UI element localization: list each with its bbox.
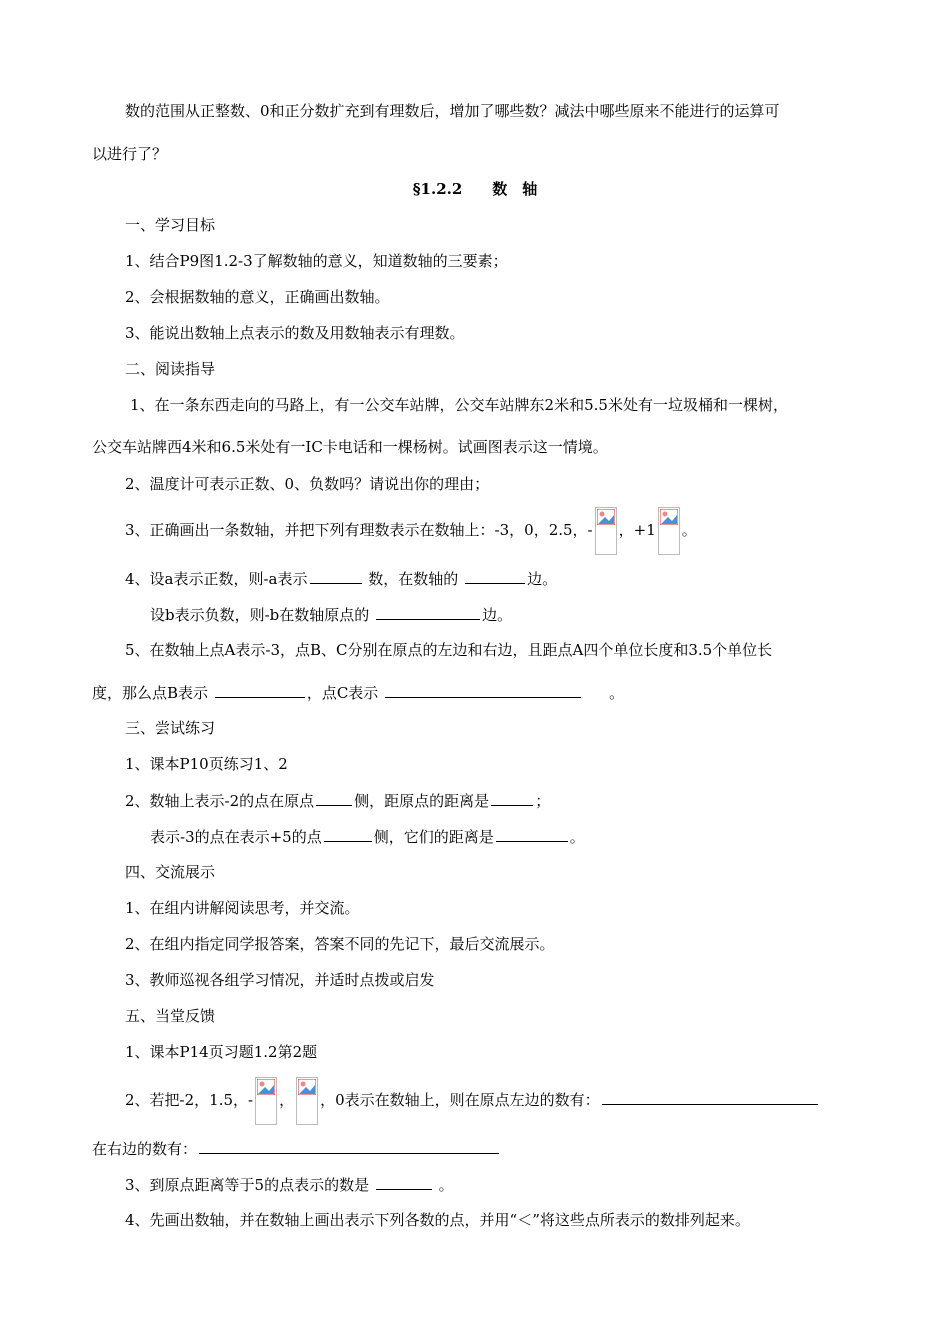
practice-q2 [125, 790, 550, 811]
reading-q5-text: ，点C表示 [306, 684, 379, 702]
section-name: 数 轴 [492, 180, 538, 198]
feedback-q2-text: ，0表示在数轴上，则在原点左边的数有： [320, 1091, 600, 1109]
broken-image-icon [255, 1077, 277, 1125]
intro-line-1: 数的范围从正整数、0和正分数扩充到有理数后，增加了哪些数？减法中哪些原来不能进行的运算可 [125, 102, 780, 120]
practice-q2-text: 侧，距原点的距离是 [354, 792, 490, 810]
feedback-q2-text: 2、若把-2，1.5，- [125, 1091, 254, 1109]
practice-q2-text: 2、数轴上表示-2的点在原点 [125, 792, 315, 810]
goal-item: 1、结合P9图1.2-3了解数轴的意义，知道数轴的三要素； [125, 252, 508, 270]
heading-feedback: 五、当堂反馈 [125, 1007, 216, 1025]
broken-image-icon [595, 507, 617, 555]
reading-q4-text: 设b表示负数，则-b在数轴原点的 [150, 606, 370, 624]
reading-q4 [125, 568, 557, 589]
exchange-item: 1、在组内讲解阅读思考，并交流。 [125, 899, 360, 917]
intro-line-2: 以进行了？ [92, 145, 168, 163]
feedback-q3-text: 3、到原点距离等于5的点表示的数是 [125, 1176, 370, 1194]
section-number: §1.2.2 [412, 180, 463, 198]
reading-q4-text: 4、设a表示正数，则-a表示 [125, 570, 308, 588]
reading-q5-line-2 [92, 682, 624, 703]
answer-blank[interactable] [491, 790, 533, 806]
practice-q2-text: ； [535, 792, 551, 810]
reading-q5-text: 。 [609, 684, 625, 702]
reading-q5-line-1: 5、在数轴上点A表示-3，点B、C分别在原点的左边和右边，且距点A四个单位长度和3.5个单位长 [125, 641, 773, 659]
answer-blank[interactable] [215, 682, 305, 698]
reading-q3-text: 3、正确画出一条数轴，并把下列有理数表示在数轴上：-3，0，2.5，- [125, 521, 593, 539]
answer-blank[interactable] [376, 1174, 432, 1190]
reading-q3-text: 。 [681, 521, 697, 539]
feedback-q2-text: 在右边的数有： [92, 1140, 198, 1158]
heading-exchange: 四、交流展示 [125, 863, 216, 881]
heading-practice: 三、尝试练习 [125, 719, 216, 737]
practice-q1: 1、课本P10页练习1、2 [125, 755, 288, 773]
feedback-q1: 1、课本P14页习题1.2第2题 [125, 1043, 318, 1061]
feedback-q4: 4、先画出数轴，并在数轴上画出表示下列各数的点，并用“＜”将这些点所表示的数排列起来。 [125, 1211, 750, 1229]
answer-blank[interactable] [602, 1089, 818, 1105]
reading-q4-b [150, 604, 512, 625]
broken-image-icon [296, 1077, 318, 1125]
answer-blank[interactable] [324, 826, 372, 842]
broken-image-icon [658, 507, 680, 555]
reading-q3-text: ，+1 [618, 521, 656, 539]
reading-q4-text: 边。 [482, 606, 513, 624]
answer-blank[interactable] [496, 826, 568, 842]
answer-blank[interactable] [199, 1138, 499, 1154]
exchange-item: 2、在组内指定同学报答案，答案不同的先记下，最后交流展示。 [125, 935, 555, 953]
answer-blank[interactable] [376, 604, 480, 620]
practice-q2-text: 。 [569, 828, 585, 846]
feedback-q2-b [92, 1138, 501, 1159]
reading-q5-text: 度，那么点B表示 [92, 684, 209, 702]
answer-blank[interactable] [316, 790, 352, 806]
section-title [0, 179, 950, 199]
reading-q4-text: 数，在数轴的 [368, 570, 459, 588]
reading-q2: 2、温度计可表示正数、0、负数吗？请说出你的理由； [125, 475, 490, 493]
practice-q2-b [150, 826, 585, 847]
heading-learning-goals: 一、学习目标 [125, 216, 216, 234]
reading-q1-line-1: 1、在一条东西走向的马路上，有一公交车站牌，公交车站牌东2米和5.5米处有一垃圾桶和一棵树， [130, 396, 788, 414]
feedback-q2 [125, 1075, 820, 1125]
answer-blank[interactable] [385, 682, 581, 698]
exchange-item: 3、教师巡视各组学习情况，并适时点拨或启发 [125, 971, 435, 989]
feedback-q2-text: ， [279, 1091, 295, 1109]
answer-blank[interactable] [310, 568, 362, 584]
practice-q2-text: 表示-3的点在表示+5的点 [150, 828, 322, 846]
feedback-q3-text: 。 [438, 1176, 454, 1194]
heading-reading-guide: 二、阅读指导 [125, 360, 216, 378]
goal-item: 3、能说出数轴上点表示的数及用数轴表示有理数。 [125, 324, 465, 342]
practice-q2-text: 侧，它们的距离是 [373, 828, 494, 846]
feedback-q3 [125, 1174, 454, 1195]
reading-q3 [125, 505, 697, 555]
reading-q1-line-2: 公交车站牌西4米和6.5米处有一IC卡电话和一棵杨树。试画图表示这一情境。 [92, 438, 608, 456]
reading-q4-text: 边。 [527, 570, 558, 588]
goal-item: 2、会根据数轴的意义，正确画出数轴。 [125, 288, 390, 306]
answer-blank[interactable] [465, 568, 525, 584]
